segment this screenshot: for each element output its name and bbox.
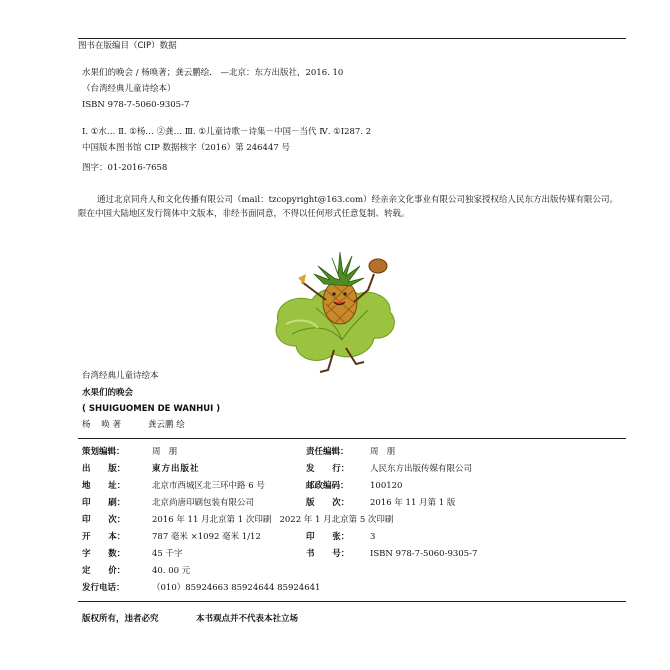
distributor-label: 发 行： bbox=[306, 464, 350, 474]
distributor-value: 人民东方出版传媒有限公司 bbox=[370, 464, 473, 474]
responsible-editor-row bbox=[306, 447, 395, 458]
printing-value: 2016 年 11 月北京第 1 次印刷 2022 年 1 月北京第 5 次印刷 bbox=[152, 515, 394, 525]
printing-row bbox=[82, 515, 393, 526]
words-label: 字 数： bbox=[82, 549, 126, 559]
imprint-top-rule bbox=[78, 438, 626, 439]
authorization-text: 通过北京同舟人和文化传播有限公司（mail：tzcopyright@163.com）经亲亲文化事业有限公司独家授权给人民东方出版传媒有限公司。限在中国大陆地区发行简体中文版本，非经书面同意，不得以任何形式任意复制、转载。 bbox=[78, 195, 619, 219]
disclaimer-notice: 本书观点并不代表本社立场 bbox=[196, 614, 299, 624]
cip-verify: 中国版本图书馆 CIP 数据核字（2016）第 246447 号 bbox=[82, 143, 290, 153]
book-title: 水果们的晚会 bbox=[82, 388, 134, 398]
planning-editor-value: 周 朋 bbox=[152, 447, 178, 457]
postcode-value: 100120 bbox=[370, 481, 403, 491]
price-row bbox=[82, 566, 190, 577]
printer-value: 北京尚唐印刷包装有限公司 bbox=[152, 498, 255, 508]
printing-label: 印 次： bbox=[82, 515, 126, 525]
address-row bbox=[82, 481, 265, 492]
sheets-row bbox=[306, 532, 375, 543]
rights-notice: 版权所有，违者必究 bbox=[82, 614, 159, 624]
postcode-row bbox=[306, 481, 402, 492]
book-title-pinyin: ( SHUIGUOMEN DE WANHUI ) bbox=[82, 404, 221, 414]
cip-classification: Ⅰ. ①水… Ⅱ. ①杨… ②龚… Ⅲ. ①儿童诗歌－诗集－中国－当代 Ⅳ. ①I287. 2 bbox=[82, 127, 372, 137]
sheets-label: 印 张： bbox=[306, 532, 350, 542]
cip-line-2: （台湾经典儿童诗绘本） bbox=[82, 84, 176, 94]
top-rule bbox=[78, 38, 626, 39]
words-value: 45 千字 bbox=[152, 549, 183, 559]
book-number-label: 书 号： bbox=[306, 549, 350, 559]
address-value: 北京市西城区北三环中路 6 号 bbox=[152, 481, 265, 491]
edition-label: 版 次： bbox=[306, 498, 350, 508]
printer-row bbox=[82, 498, 254, 509]
planning-editor-row bbox=[82, 447, 177, 458]
planning-editor-label: 策划编辑： bbox=[82, 447, 125, 457]
book-credits: 杨 唤 著 龚云鹏 绘 bbox=[82, 420, 185, 430]
distributor-row bbox=[306, 464, 472, 475]
format-row bbox=[82, 532, 261, 543]
address-label: 地 址： bbox=[82, 481, 126, 491]
book-number-value: ISBN 978-7-5060-9305-7 bbox=[370, 549, 478, 559]
publisher-label: 出 版： bbox=[82, 464, 126, 474]
format-value: 787 毫米 ×1092 毫米 1/12 bbox=[152, 532, 261, 542]
phone-label: 发行电话： bbox=[82, 583, 125, 593]
responsible-editor-label: 责任编辑： bbox=[306, 447, 349, 457]
book-number-row bbox=[306, 549, 477, 560]
phone-row bbox=[82, 583, 320, 594]
publisher-value: 東方出版社 bbox=[152, 464, 200, 474]
price-label: 定 价： bbox=[82, 566, 126, 576]
price-value: 40. 00 元 bbox=[152, 566, 191, 576]
printer-label: 印 刷： bbox=[82, 498, 126, 508]
imprint-bottom-rule bbox=[78, 601, 626, 602]
fruit-dancer-illustration bbox=[268, 244, 408, 374]
cip-line-1: 水果们的晚会 / 杨唤著；龚云鹏绘． —北京：东方出版社，2016. 10 bbox=[82, 68, 344, 78]
edition-row bbox=[306, 498, 455, 509]
cip-header: 图书在版编目（CIP）数据 bbox=[78, 41, 177, 51]
series-name: 台湾经典儿童诗绘本 bbox=[82, 371, 159, 381]
words-row bbox=[82, 549, 183, 560]
publisher-row bbox=[82, 464, 200, 475]
postcode-label: 邮政编码： bbox=[306, 481, 349, 491]
responsible-editor-value: 周 朋 bbox=[370, 447, 396, 457]
format-label: 开 本： bbox=[82, 532, 126, 542]
phone-value: （010）85924663 85924644 85924641 bbox=[152, 583, 321, 593]
cip-isbn: ISBN 978-7-5060-9305-7 bbox=[82, 100, 190, 110]
edition-value: 2016 年 11 月第 1 版 bbox=[370, 498, 456, 508]
cip-record: 图字：01-2016-7658 bbox=[82, 163, 168, 173]
sheets-value: 3 bbox=[370, 532, 376, 542]
